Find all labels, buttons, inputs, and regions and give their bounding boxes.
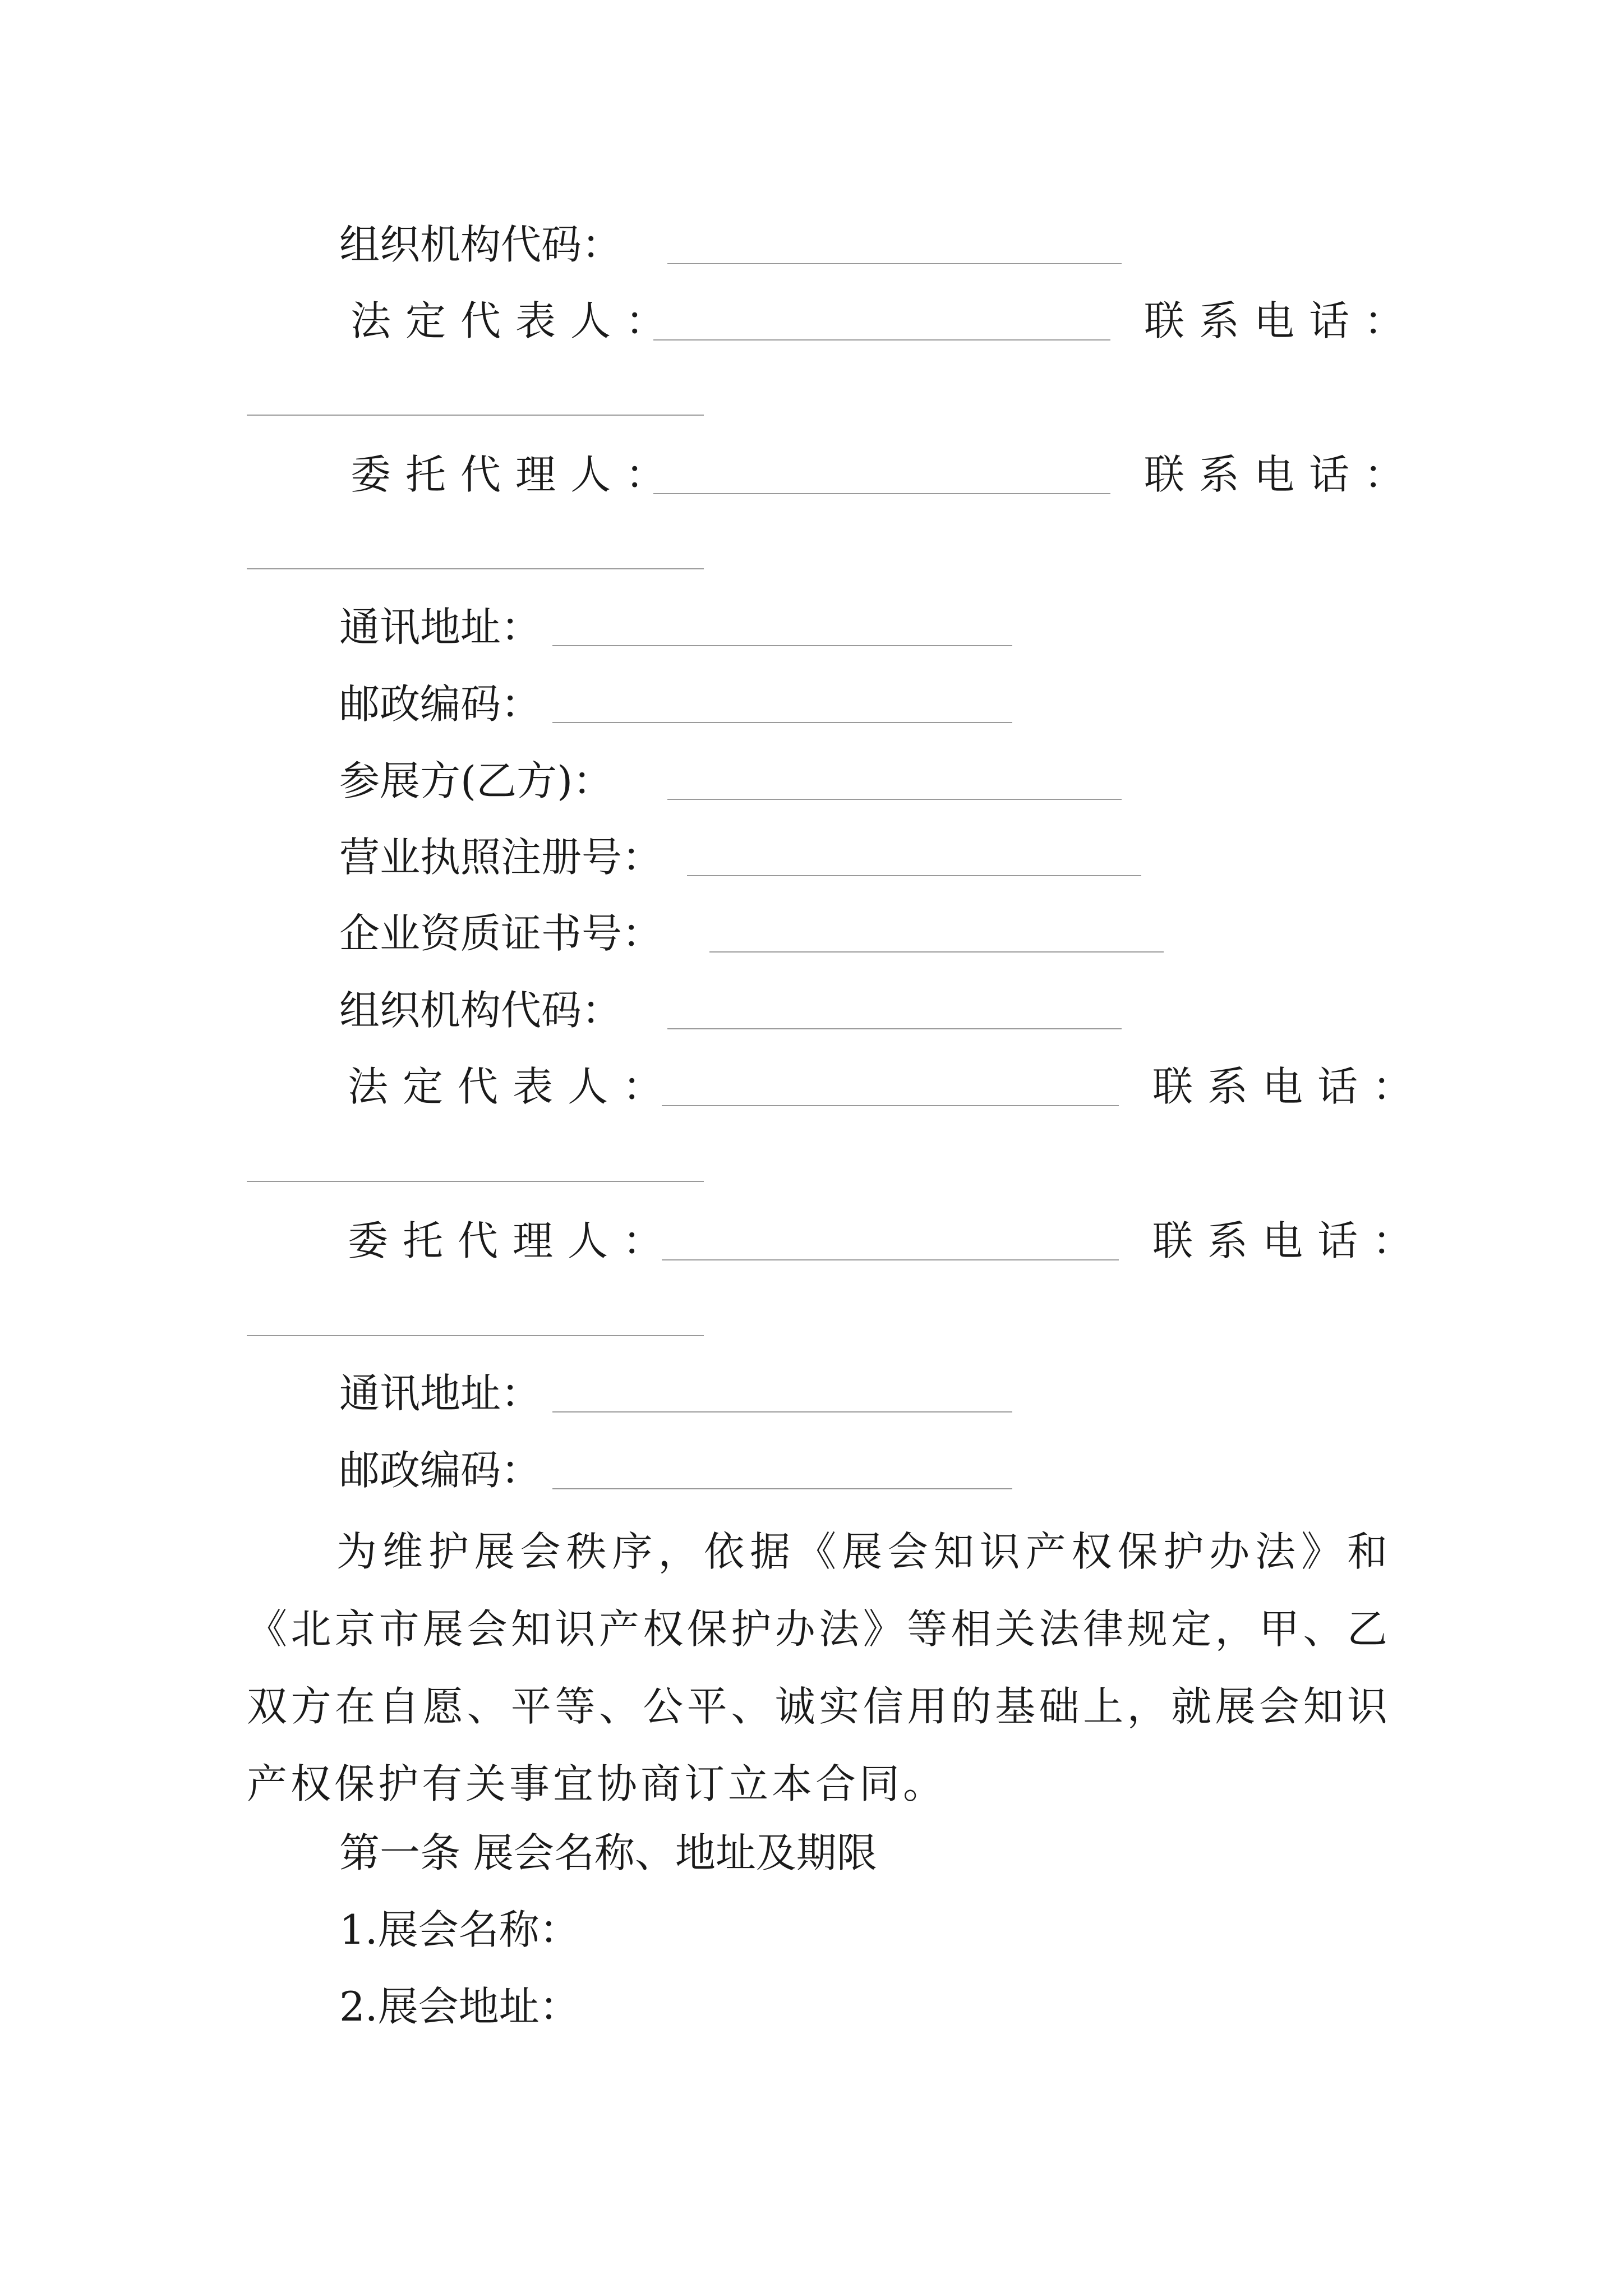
legal-rep-label: 法定代表人： <box>351 297 681 344</box>
address-label: 通讯地址： <box>339 1370 542 1417</box>
party-b-title-row <box>339 747 1293 815</box>
postcode-blank <box>552 1488 1012 1489</box>
agent-phone-label: 联系电话： <box>1152 1217 1428 1264</box>
agent-label: 委托代理人： <box>348 1217 678 1264</box>
party-b-agent-row <box>348 1207 1428 1274</box>
license-blank <box>687 875 1141 876</box>
agent-label: 委托代理人： <box>351 451 681 498</box>
agent-phone-blank <box>247 568 704 569</box>
party-a-org-code-row <box>339 211 1293 278</box>
license-label: 营业执照注册号： <box>339 834 663 881</box>
agent-phone-blank <box>247 1335 704 1336</box>
agent-blank <box>653 493 1110 494</box>
legal-rep-label: 法定代表人： <box>348 1063 678 1110</box>
article-1-heading-row <box>339 1819 1405 1887</box>
article-1-item-1-row <box>339 1896 1181 1963</box>
party-a-postcode-row <box>339 670 1181 738</box>
exhibition-address-label: 2.展会地址： <box>339 1983 580 2030</box>
article-1-item-2-row <box>339 1973 1181 2040</box>
legal-rep-blank <box>653 339 1110 341</box>
article-1-heading: 第一条 展会名称、地址及期限 <box>339 1829 877 1876</box>
party-a-agent-row <box>351 441 1419 508</box>
org-code-blank <box>667 263 1122 264</box>
party-a-address-row <box>339 593 1181 661</box>
qualification-blank <box>709 951 1164 953</box>
org-code-label: 组织机构代码： <box>339 987 623 1034</box>
legal-rep-phone-blank <box>247 415 704 416</box>
party-b-address-row <box>339 1360 1181 1427</box>
address-label: 通讯地址： <box>339 604 542 651</box>
legal-rep-phone-label: 联系电话： <box>1144 297 1419 344</box>
legal-rep-blank <box>662 1105 1119 1106</box>
legal-rep-phone-label: 联系电话： <box>1152 1063 1428 1110</box>
org-code-blank <box>667 1028 1122 1029</box>
party-b-org-code-row <box>339 977 1293 1044</box>
party-b-title: 参展方(乙方)： <box>339 757 614 804</box>
address-blank <box>552 1411 1012 1412</box>
party-b-postcode-row <box>339 1437 1181 1504</box>
exhibition-name-label: 1.展会名称： <box>339 1906 580 1953</box>
legal-rep-phone-blank <box>247 1181 704 1182</box>
party-b-qualification-row <box>339 900 1349 967</box>
postcode-label: 邮政编码： <box>339 680 542 728</box>
org-code-label: 组织机构代码： <box>339 221 623 268</box>
party-b-title-blank <box>667 799 1122 800</box>
postcode-label: 邮政编码： <box>339 1447 542 1494</box>
postcode-blank <box>552 722 1012 723</box>
preamble-paragraph: 为维护展会秩序，依据《展会知识产权保护办法》和《北京市展会知识产权保护办法》等相关法律规定，甲、乙双方在自愿、平等、公平、诚实信用的基础上，就展会知识产权保护有关事宜协商订立本合同。 <box>247 1528 1391 1807</box>
agent-phone-label: 联系电话： <box>1144 451 1419 498</box>
party-b-legal-rep-row <box>348 1053 1428 1120</box>
address-blank <box>552 645 1012 646</box>
party-a-legal-rep-row <box>351 287 1419 355</box>
agent-blank <box>662 1259 1119 1260</box>
qualification-label: 企业资质证书号： <box>339 910 663 957</box>
party-b-license-row <box>339 823 1349 891</box>
